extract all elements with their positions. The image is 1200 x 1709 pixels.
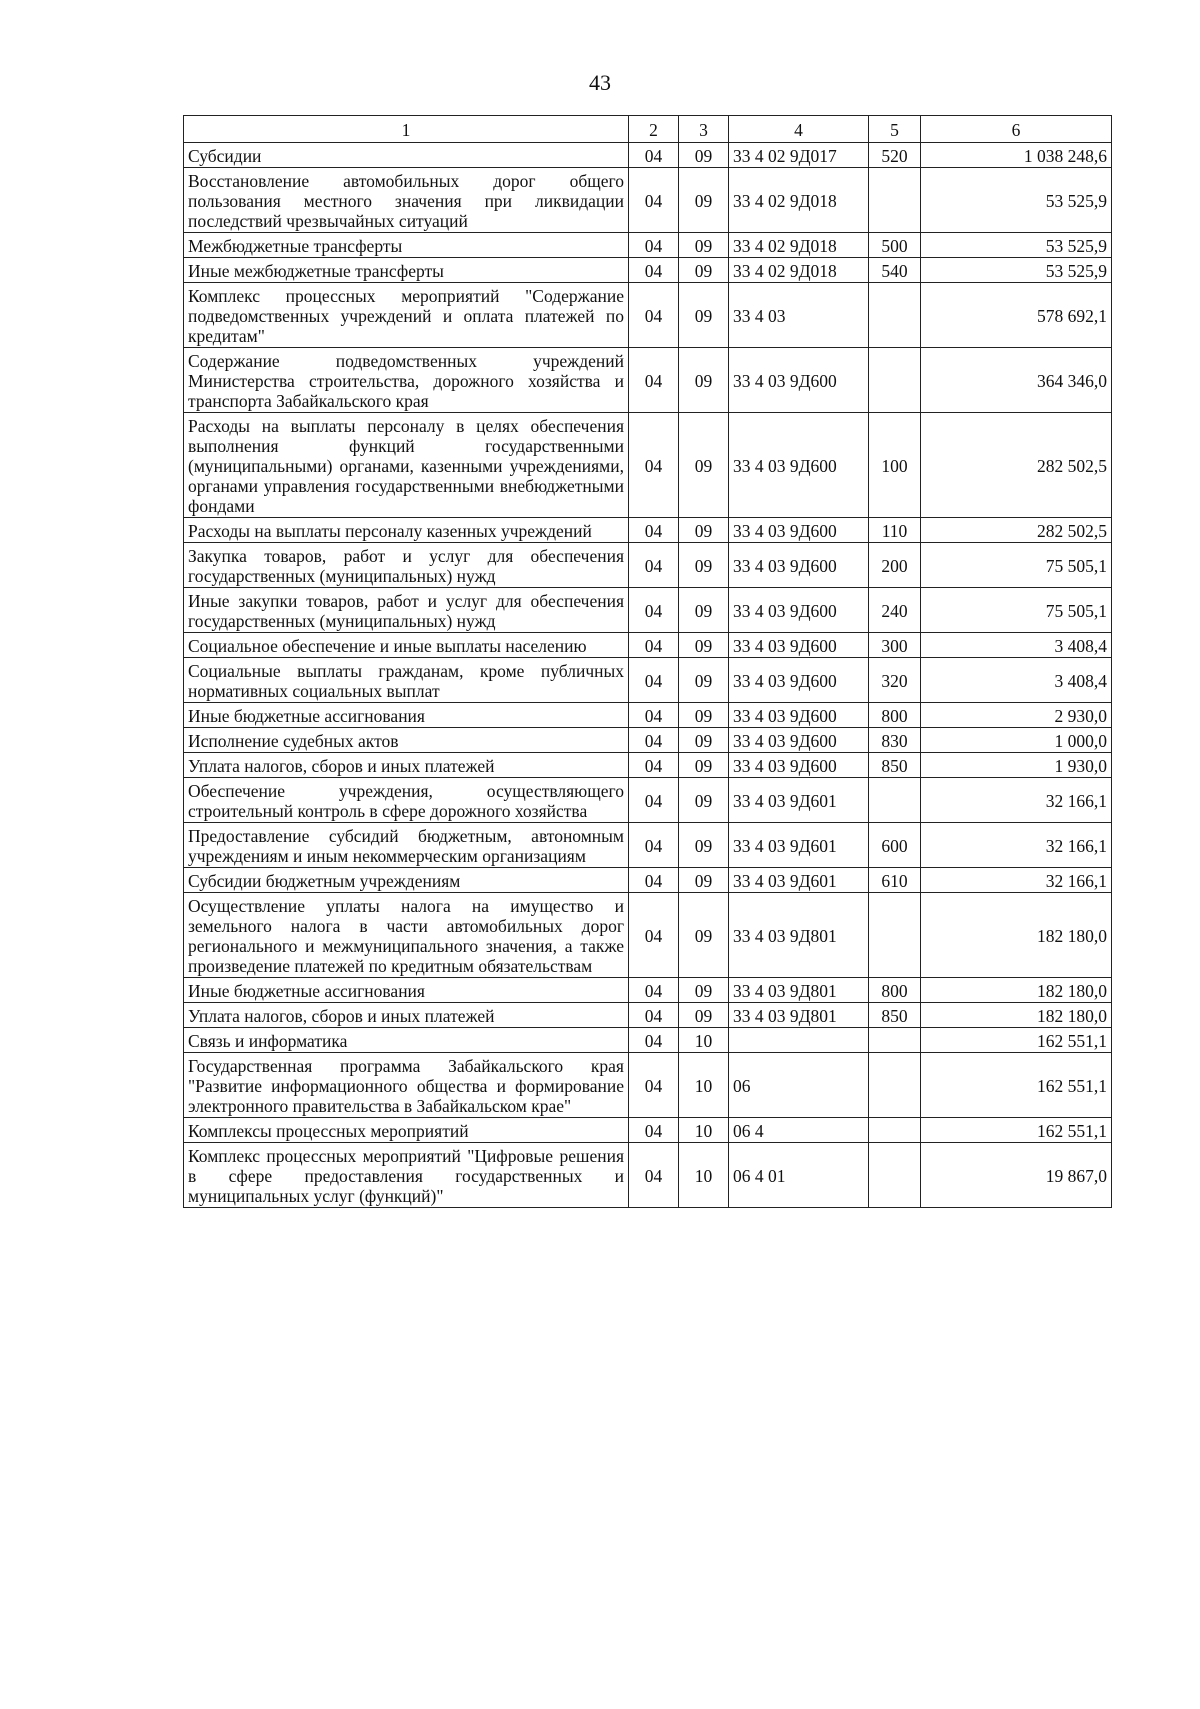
row-target-code: 33 4 03 9Д801 — [729, 1003, 869, 1028]
row-amount: 2 930,0 — [921, 703, 1112, 728]
row-amount: 182 180,0 — [921, 978, 1112, 1003]
row-expense-type: 300 — [869, 633, 921, 658]
row-name: Связь и информатика — [184, 1028, 629, 1053]
row-section: 04 — [629, 543, 679, 588]
row-target-code: 33 4 02 9Д018 — [729, 258, 869, 283]
row-amount: 182 180,0 — [921, 893, 1112, 978]
row-target-code: 33 4 03 9Д601 — [729, 868, 869, 893]
table-row — [184, 1003, 1112, 1028]
row-section: 04 — [629, 868, 679, 893]
row-amount: 53 525,9 — [921, 258, 1112, 283]
row-expense-type: 800 — [869, 703, 921, 728]
row-section: 04 — [629, 1118, 679, 1143]
table-row — [184, 233, 1112, 258]
table-row — [184, 633, 1112, 658]
row-target-code: 33 4 02 9Д018 — [729, 168, 869, 233]
row-section: 04 — [629, 233, 679, 258]
row-amount: 578 692,1 — [921, 283, 1112, 348]
row-name: Исполнение судебных актов — [184, 728, 629, 753]
row-section: 04 — [629, 1053, 679, 1118]
row-target-code: 33 4 03 9Д601 — [729, 778, 869, 823]
row-expense-type: 320 — [869, 658, 921, 703]
row-name: Расходы на выплаты персоналу казенных учреждений — [184, 518, 629, 543]
row-subsection: 10 — [679, 1053, 729, 1118]
row-amount: 75 505,1 — [921, 543, 1112, 588]
row-subsection: 09 — [679, 258, 729, 283]
row-subsection: 09 — [679, 518, 729, 543]
table-row — [184, 1028, 1112, 1053]
row-section: 04 — [629, 1003, 679, 1028]
table-row — [184, 348, 1112, 413]
table-row — [184, 978, 1112, 1003]
row-subsection: 09 — [679, 728, 729, 753]
row-section: 04 — [629, 283, 679, 348]
table-row — [184, 823, 1112, 868]
row-name: Государственная программа Забайкальского края "Развитие информационного общества и формирование электронного правительства в Забайкальском крае" — [184, 1053, 629, 1118]
row-target-code: 33 4 03 9Д601 — [729, 823, 869, 868]
row-subsection: 09 — [679, 348, 729, 413]
header-col-4: 4 — [729, 116, 869, 143]
row-target-code: 33 4 02 9Д018 — [729, 233, 869, 258]
table-row — [184, 588, 1112, 633]
row-subsection: 09 — [679, 893, 729, 978]
row-amount: 75 505,1 — [921, 588, 1112, 633]
row-amount: 1 038 248,6 — [921, 143, 1112, 168]
row-target-code: 33 4 03 9Д600 — [729, 658, 869, 703]
row-section: 04 — [629, 633, 679, 658]
row-name: Содержание подведомственных учреждений Министерства строительства, дорожного хозяйства и транспорта Забайкальского края — [184, 348, 629, 413]
row-section: 04 — [629, 658, 679, 703]
row-subsection: 09 — [679, 868, 729, 893]
table-row — [184, 753, 1112, 778]
table-row — [184, 868, 1112, 893]
header-col-3: 3 — [679, 116, 729, 143]
row-amount: 162 551,1 — [921, 1028, 1112, 1053]
row-name: Субсидии — [184, 143, 629, 168]
row-target-code: 33 4 03 — [729, 283, 869, 348]
row-amount: 3 408,4 — [921, 658, 1112, 703]
row-name: Уплата налогов, сборов и иных платежей — [184, 753, 629, 778]
row-target-code: 33 4 03 9Д600 — [729, 703, 869, 728]
row-expense-type: 600 — [869, 823, 921, 868]
table-row — [184, 168, 1112, 233]
row-target-code: 06 4 01 — [729, 1143, 869, 1208]
row-subsection: 09 — [679, 978, 729, 1003]
row-subsection: 09 — [679, 633, 729, 658]
row-name: Социальное обеспечение и иные выплаты населению — [184, 633, 629, 658]
row-amount: 3 408,4 — [921, 633, 1112, 658]
row-name: Уплата налогов, сборов и иных платежей — [184, 1003, 629, 1028]
row-name: Закупка товаров, работ и услуг для обеспечения государственных (муниципальных) нужд — [184, 543, 629, 588]
row-name: Осуществление уплаты налога на имущество и земельного налога в части автомобильных дорог регионального и межмуниципального значения, а также произведение платежей по кредитным обязательствам — [184, 893, 629, 978]
row-expense-type — [869, 1143, 921, 1208]
row-target-code: 33 4 03 9Д600 — [729, 348, 869, 413]
row-section: 04 — [629, 823, 679, 868]
row-subsection: 09 — [679, 658, 729, 703]
row-expense-type — [869, 348, 921, 413]
row-section: 04 — [629, 753, 679, 778]
row-subsection: 09 — [679, 413, 729, 518]
row-expense-type: 520 — [869, 143, 921, 168]
table-row — [184, 543, 1112, 588]
row-amount: 282 502,5 — [921, 413, 1112, 518]
row-expense-type: 610 — [869, 868, 921, 893]
row-amount: 19 867,0 — [921, 1143, 1112, 1208]
table-row — [184, 1053, 1112, 1118]
table-row — [184, 518, 1112, 543]
table-row — [184, 283, 1112, 348]
row-subsection: 09 — [679, 778, 729, 823]
row-section: 04 — [629, 143, 679, 168]
row-amount: 53 525,9 — [921, 168, 1112, 233]
row-target-code: 06 — [729, 1053, 869, 1118]
row-expense-type: 110 — [869, 518, 921, 543]
header-col-2: 2 — [629, 116, 679, 143]
row-target-code: 33 4 03 9Д600 — [729, 543, 869, 588]
row-amount: 53 525,9 — [921, 233, 1112, 258]
row-section: 04 — [629, 703, 679, 728]
row-amount: 32 166,1 — [921, 778, 1112, 823]
row-amount: 162 551,1 — [921, 1053, 1112, 1118]
table-row — [184, 728, 1112, 753]
row-expense-type — [869, 1053, 921, 1118]
row-target-code: 06 4 — [729, 1118, 869, 1143]
row-name: Обеспечение учреждения, осуществляющего строительный контроль в сфере дорожного хозяйства — [184, 778, 629, 823]
table-row — [184, 143, 1112, 168]
row-section: 04 — [629, 778, 679, 823]
row-subsection: 09 — [679, 283, 729, 348]
row-section: 04 — [629, 413, 679, 518]
table-row — [184, 258, 1112, 283]
row-section: 04 — [629, 168, 679, 233]
row-name: Комплексы процессных мероприятий — [184, 1118, 629, 1143]
row-name: Восстановление автомобильных дорог общего пользования местного значения при ликвидации последствий чрезвычайных ситуаций — [184, 168, 629, 233]
row-name: Социальные выплаты гражданам, кроме публичных нормативных социальных выплат — [184, 658, 629, 703]
row-expense-type: 800 — [869, 978, 921, 1003]
row-subsection: 09 — [679, 753, 729, 778]
row-target-code: 33 4 03 9Д600 — [729, 518, 869, 543]
header-col-5: 5 — [869, 116, 921, 143]
row-section: 04 — [629, 978, 679, 1003]
row-target-code — [729, 1028, 869, 1053]
row-subsection: 10 — [679, 1143, 729, 1208]
row-expense-type: 850 — [869, 753, 921, 778]
row-amount: 1 930,0 — [921, 753, 1112, 778]
table-row — [184, 413, 1112, 518]
row-subsection: 09 — [679, 588, 729, 633]
row-target-code: 33 4 03 9Д600 — [729, 588, 869, 633]
row-target-code: 33 4 03 9Д801 — [729, 893, 869, 978]
row-name: Предоставление субсидий бюджетным, автономным учреждениям и иным некоммерческим организациям — [184, 823, 629, 868]
row-target-code: 33 4 03 9Д600 — [729, 413, 869, 518]
row-subsection: 09 — [679, 823, 729, 868]
row-section: 04 — [629, 258, 679, 283]
row-subsection: 09 — [679, 1003, 729, 1028]
row-subsection: 09 — [679, 543, 729, 588]
row-expense-type: 240 — [869, 588, 921, 633]
row-name: Комплекс процессных мероприятий "Содержание подведомственных учреждений и оплата платежей по кредитам" — [184, 283, 629, 348]
row-section: 04 — [629, 348, 679, 413]
row-name: Иные бюджетные ассигнования — [184, 703, 629, 728]
row-subsection: 10 — [679, 1118, 729, 1143]
header-col-6: 6 — [921, 116, 1112, 143]
row-expense-type: 830 — [869, 728, 921, 753]
row-subsection: 09 — [679, 703, 729, 728]
row-amount: 1 000,0 — [921, 728, 1112, 753]
row-expense-type — [869, 283, 921, 348]
row-section: 04 — [629, 1143, 679, 1208]
row-expense-type — [869, 1118, 921, 1143]
row-name: Расходы на выплаты персоналу в целях обеспечения выполнения функций государственными (муниципальными) органами, казенными учреждениями, органами управления государственными внебюджетными фондами — [184, 413, 629, 518]
row-name: Комплекс процессных мероприятий "Цифровые решения в сфере предоставления государственных и муниципальных услуг (функций)" — [184, 1143, 629, 1208]
row-subsection: 09 — [679, 143, 729, 168]
row-subsection: 09 — [679, 168, 729, 233]
row-name: Иные бюджетные ассигнования — [184, 978, 629, 1003]
row-section: 04 — [629, 893, 679, 978]
budget-table — [183, 115, 1112, 1208]
row-section: 04 — [629, 728, 679, 753]
row-expense-type — [869, 1028, 921, 1053]
header-row — [184, 116, 1112, 143]
row-section: 04 — [629, 588, 679, 633]
row-name: Иные межбюджетные трансферты — [184, 258, 629, 283]
row-amount: 364 346,0 — [921, 348, 1112, 413]
row-section: 04 — [629, 518, 679, 543]
row-expense-type — [869, 778, 921, 823]
row-name: Иные закупки товаров, работ и услуг для обеспечения государственных (муниципальных) нужд — [184, 588, 629, 633]
row-target-code: 33 4 03 9Д600 — [729, 633, 869, 658]
header-col-1: 1 — [184, 116, 629, 143]
row-name: Межбюджетные трансферты — [184, 233, 629, 258]
table-row — [184, 1143, 1112, 1208]
row-amount: 162 551,1 — [921, 1118, 1112, 1143]
table-row — [184, 703, 1112, 728]
table-row — [184, 893, 1112, 978]
row-expense-type: 540 — [869, 258, 921, 283]
row-section: 04 — [629, 1028, 679, 1053]
row-target-code: 33 4 03 9Д801 — [729, 978, 869, 1003]
table-row — [184, 1118, 1112, 1143]
row-expense-type: 200 — [869, 543, 921, 588]
row-target-code: 33 4 03 9Д600 — [729, 728, 869, 753]
row-amount: 282 502,5 — [921, 518, 1112, 543]
row-subsection: 09 — [679, 233, 729, 258]
table-row — [184, 778, 1112, 823]
row-target-code: 33 4 03 9Д600 — [729, 753, 869, 778]
row-amount: 32 166,1 — [921, 868, 1112, 893]
row-name: Субсидии бюджетным учреждениям — [184, 868, 629, 893]
row-amount: 32 166,1 — [921, 823, 1112, 868]
row-expense-type: 850 — [869, 1003, 921, 1028]
row-expense-type: 100 — [869, 413, 921, 518]
page-number: 43 — [589, 70, 611, 95]
row-expense-type — [869, 893, 921, 978]
row-subsection: 10 — [679, 1028, 729, 1053]
row-expense-type: 500 — [869, 233, 921, 258]
table-row — [184, 658, 1112, 703]
row-amount: 182 180,0 — [921, 1003, 1112, 1028]
row-target-code: 33 4 02 9Д017 — [729, 143, 869, 168]
row-expense-type — [869, 168, 921, 233]
